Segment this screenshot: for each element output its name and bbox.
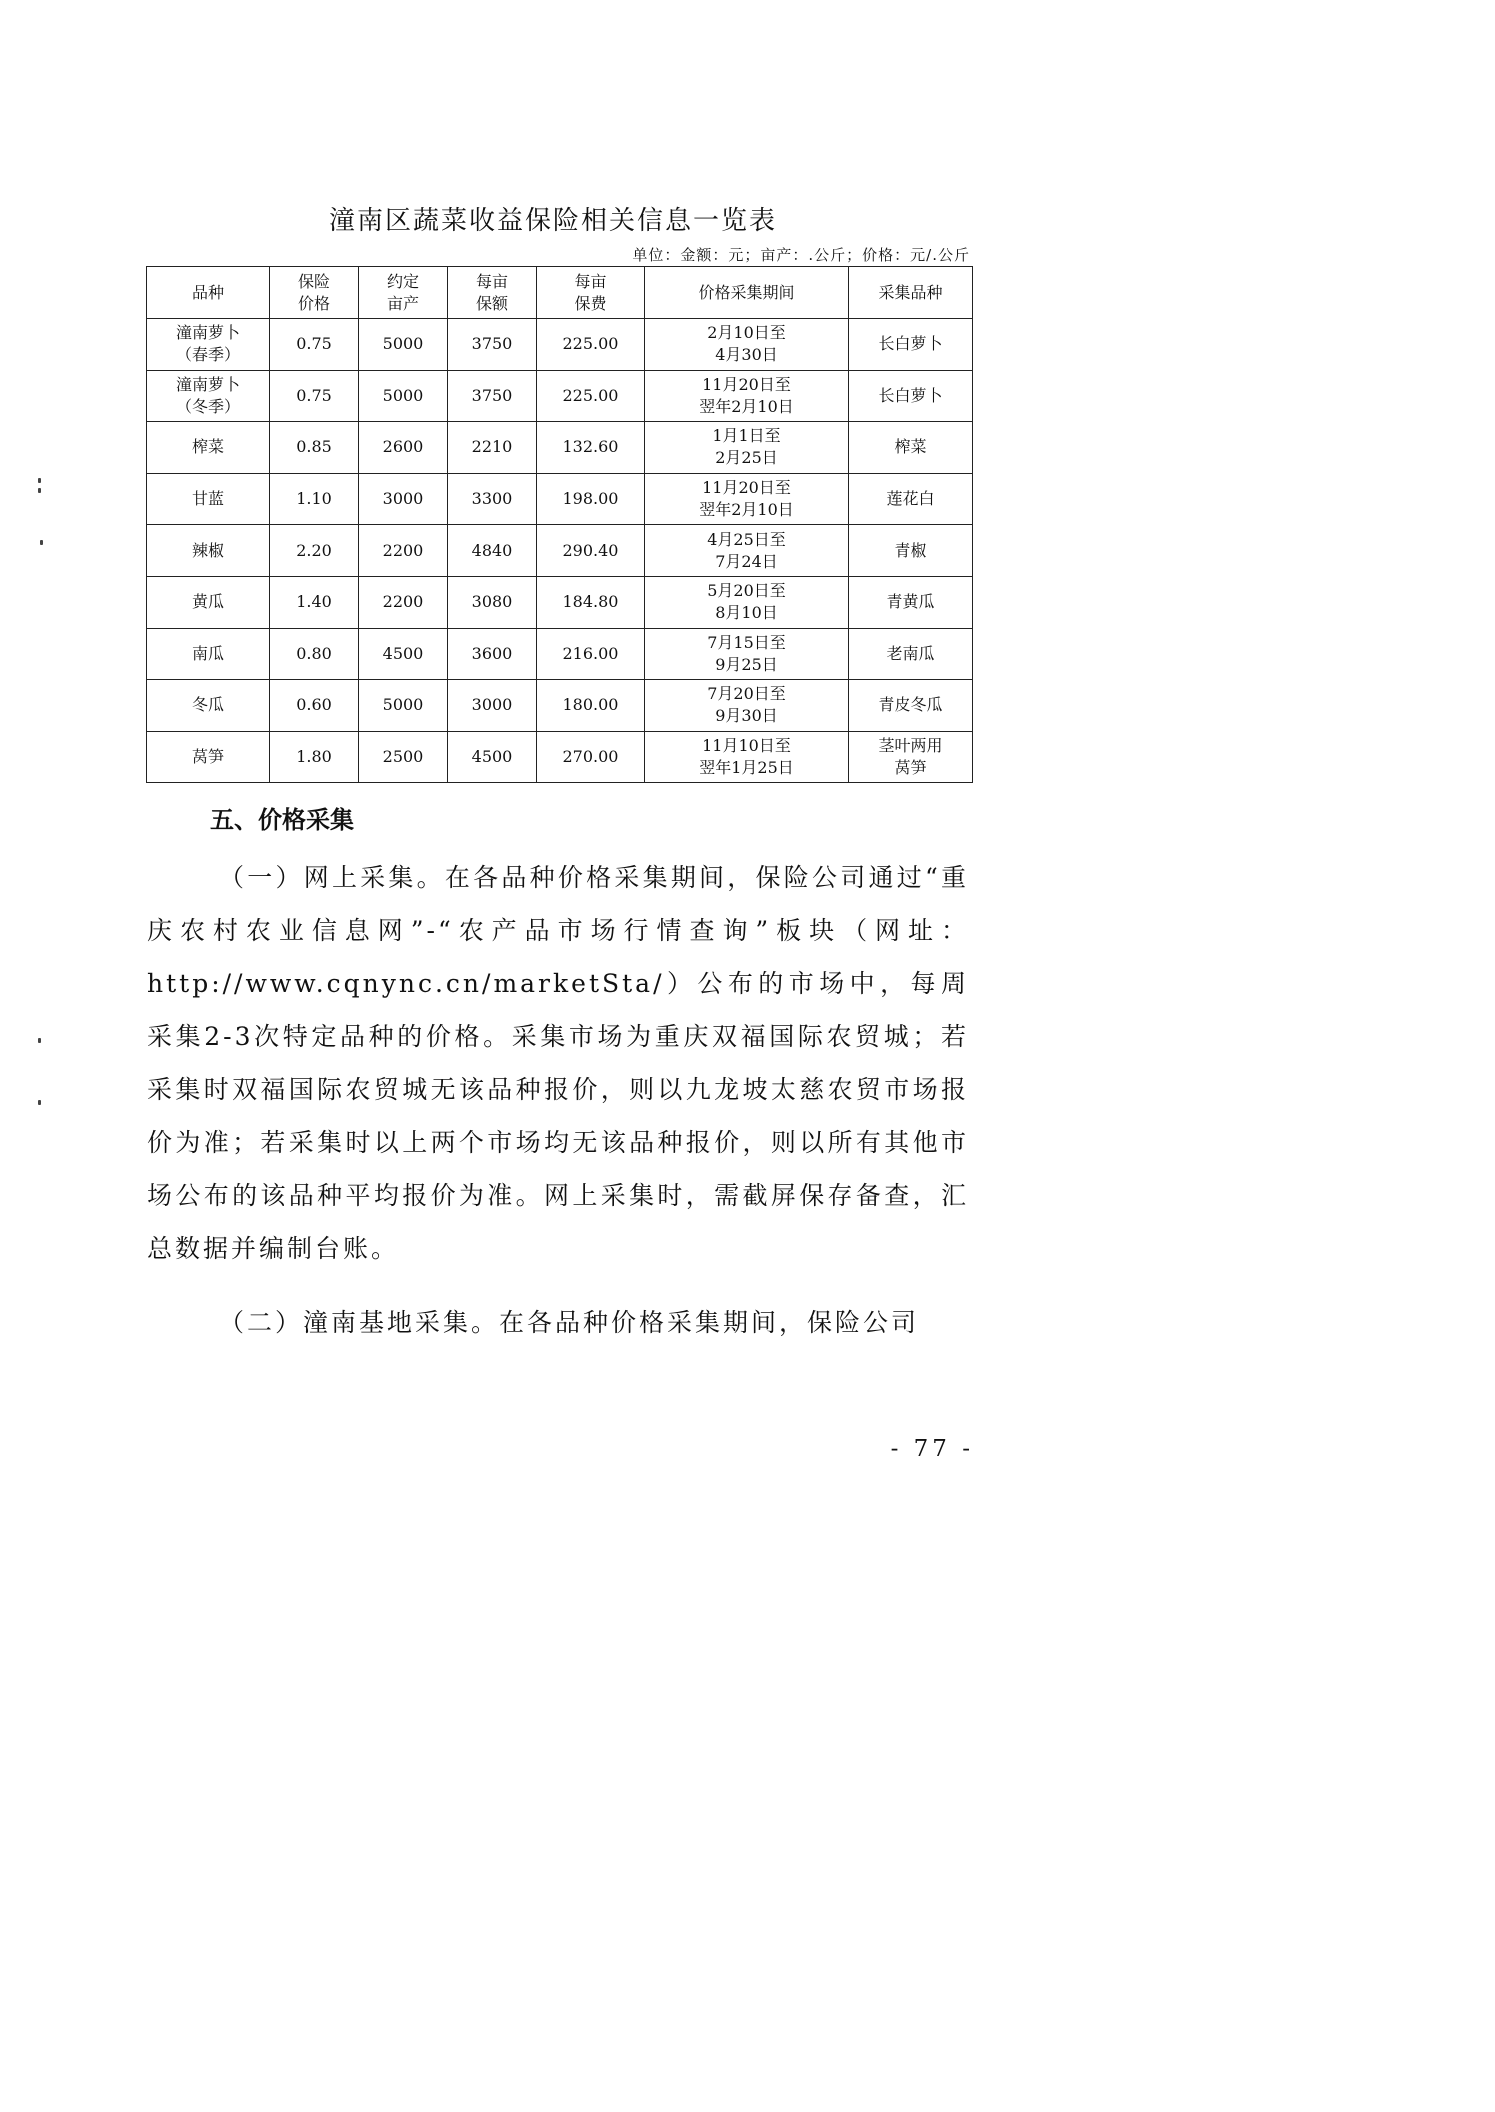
cell-insured-price: 0.80: [270, 628, 359, 680]
scan-mark: [38, 488, 41, 493]
cell-collected-variety: 青皮冬瓜: [849, 680, 973, 732]
cell-variety: 潼南萝卜 （春季）: [147, 319, 270, 371]
cell-premium: 180.00: [537, 680, 645, 732]
table-row: [147, 525, 973, 577]
cell-collection-period: 7月15日至 9月25日: [645, 628, 849, 680]
cell-collection-period: 2月10日至 4月30日: [645, 319, 849, 371]
cell-collected-variety: 老南瓜: [849, 628, 973, 680]
cell-insured-price: 1.10: [270, 473, 359, 525]
cell-agreed-yield: 5000: [359, 319, 448, 371]
table-row: [147, 628, 973, 680]
cell-premium: 270.00: [537, 731, 645, 783]
paragraph-online-collection: （一）网上采集。在各品种价格采集期间，保险公司通过“重庆农村农业信息网”-“农产品市场行情查询”板块（网址：http://www.cqnync.cn/marketSta/）公布的市场中，每周采集2-3次特定品种的价格。采集市场为重庆双福国际农贸城；若采集时双福国际农贸城无该品种报价，则以九龙坡太慈农贸市场报价为准；若采集时以上两个市场均无该品种报价，则以所有其他市场公布的该品种平均报价为准。网上采集时，需截屏保存备查，汇总数据并编制台账。: [147, 863, 969, 1263]
cell-variety: 甘蓝: [147, 473, 270, 525]
cell-coverage: 3600: [448, 628, 537, 680]
cell-variety: 莴笋: [147, 731, 270, 783]
cell-insured-price: 0.75: [270, 319, 359, 371]
cell-collection-period: 11月20日至 翌年2月10日: [645, 370, 849, 422]
insurance-info-table: [146, 266, 973, 783]
cell-coverage: 3000: [448, 680, 537, 732]
table-row: [147, 680, 973, 732]
cell-agreed-yield: 2600: [359, 422, 448, 474]
scan-mark: [40, 540, 43, 545]
cell-premium: 184.80: [537, 576, 645, 628]
header-variety: 品种: [147, 267, 270, 319]
cell-coverage: 3750: [448, 319, 537, 371]
cell-coverage: 3300: [448, 473, 537, 525]
cell-coverage: 2210: [448, 422, 537, 474]
cell-coverage: 3080: [448, 576, 537, 628]
cell-collection-period: 1月1日至 2月25日: [645, 422, 849, 474]
table-row: [147, 422, 973, 474]
table-row: [147, 319, 973, 371]
table-row: [147, 473, 973, 525]
cell-insured-price: 2.20: [270, 525, 359, 577]
cell-variety: 南瓜: [147, 628, 270, 680]
cell-variety: 潼南萝卜 （冬季）: [147, 370, 270, 422]
cell-insured-price: 0.85: [270, 422, 359, 474]
cell-insured-price: 1.80: [270, 731, 359, 783]
cell-agreed-yield: 5000: [359, 680, 448, 732]
cell-agreed-yield: 4500: [359, 628, 448, 680]
cell-variety: 榨菜: [147, 422, 270, 474]
cell-premium: 225.00: [537, 370, 645, 422]
cell-premium: 132.60: [537, 422, 645, 474]
scan-mark: [38, 1038, 41, 1043]
cell-collected-variety: 莲花白: [849, 473, 973, 525]
table-row: [147, 731, 973, 783]
header-coverage: 每亩 保额: [448, 267, 537, 319]
header-insured-price: 保险 价格: [270, 267, 359, 319]
page-number: - 77 -: [890, 1436, 974, 1462]
table-row: [147, 370, 973, 422]
cell-collection-period: 5月20日至 8月10日: [645, 576, 849, 628]
cell-premium: 225.00: [537, 319, 645, 371]
cell-collected-variety: 榨菜: [849, 422, 973, 474]
table-row: [147, 576, 973, 628]
cell-collected-variety: 茎叶两用 莴笋: [849, 731, 973, 783]
scan-mark: [38, 478, 41, 483]
cell-collection-period: 11月20日至 翌年2月10日: [645, 473, 849, 525]
table-title: 潼南区蔬菜收益保险相关信息一览表: [328, 206, 777, 236]
cell-agreed-yield: 2200: [359, 576, 448, 628]
cell-collection-period: 4月25日至 7月24日: [645, 525, 849, 577]
cell-coverage: 4840: [448, 525, 537, 577]
section-heading: 五、价格采集: [210, 805, 354, 834]
cell-collection-period: 11月10日至 翌年1月25日: [645, 731, 849, 783]
table-header-row: [147, 267, 973, 319]
cell-agreed-yield: 5000: [359, 370, 448, 422]
cell-collected-variety: 长白萝卜: [849, 319, 973, 371]
cell-agreed-yield: 3000: [359, 473, 448, 525]
cell-variety: 冬瓜: [147, 680, 270, 732]
header-collection-period: 价格采集期间: [645, 267, 849, 319]
cell-insured-price: 1.40: [270, 576, 359, 628]
cell-variety: 辣椒: [147, 525, 270, 577]
cell-agreed-yield: 2500: [359, 731, 448, 783]
cell-coverage: 3750: [448, 370, 537, 422]
header-collected-variety: 采集品种: [849, 267, 973, 319]
cell-insured-price: 0.75: [270, 370, 359, 422]
cell-collected-variety: 青椒: [849, 525, 973, 577]
unit-note: 单位：金额：元；亩产：.公斤；价格：元/.公斤: [632, 246, 970, 264]
cell-insured-price: 0.60: [270, 680, 359, 732]
cell-coverage: 4500: [448, 731, 537, 783]
cell-collected-variety: 长白萝卜: [849, 370, 973, 422]
cell-collected-variety: 青黄瓜: [849, 576, 973, 628]
paragraph-base-collection: （二）潼南基地采集。在各品种价格采集期间，保险公司: [219, 1308, 920, 1337]
header-premium: 每亩 保费: [537, 267, 645, 319]
cell-variety: 黄瓜: [147, 576, 270, 628]
cell-premium: 216.00: [537, 628, 645, 680]
cell-agreed-yield: 2200: [359, 525, 448, 577]
cell-premium: 290.40: [537, 525, 645, 577]
header-agreed-yield: 约定 亩产: [359, 267, 448, 319]
cell-collection-period: 7月20日至 9月30日: [645, 680, 849, 732]
scan-mark: [38, 1100, 41, 1105]
cell-premium: 198.00: [537, 473, 645, 525]
